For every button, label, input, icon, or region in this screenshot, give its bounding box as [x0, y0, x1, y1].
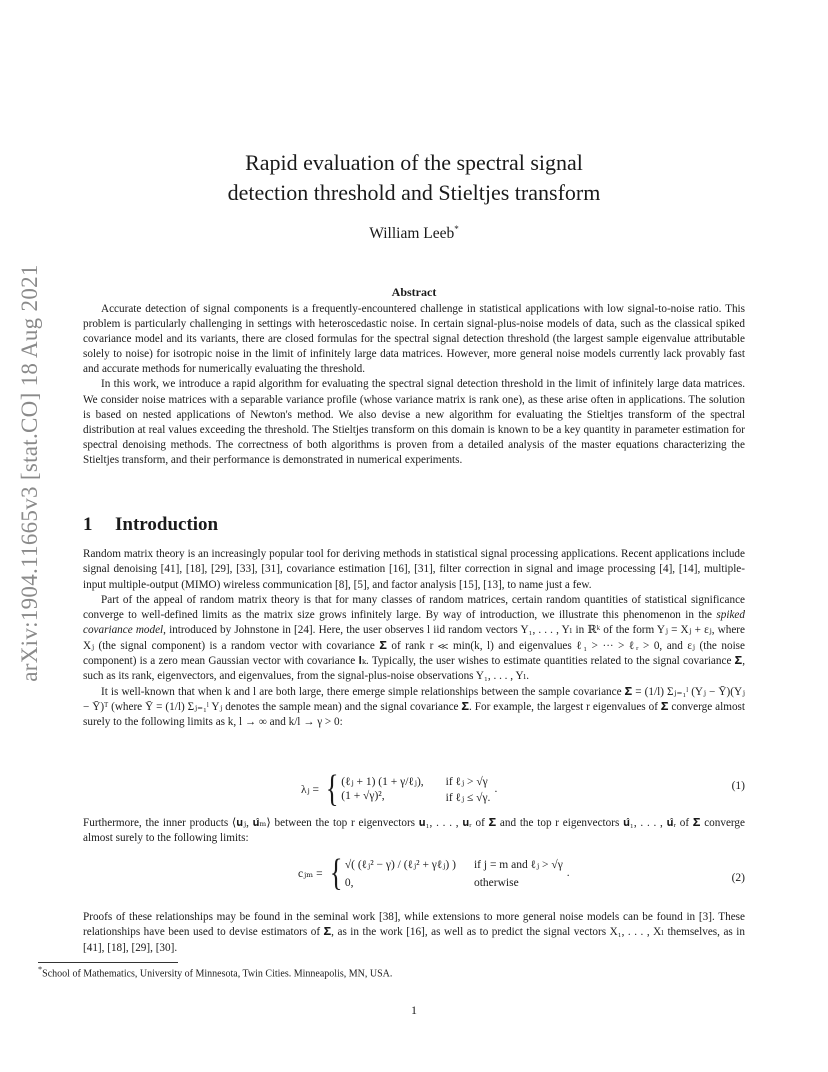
eq2-cond-2: otherwise: [473, 877, 519, 889]
intro-p2-b: , introduced by Johnstone in [24]. Here, the user observes l iid random vectors Y₁, . . . , Yₗ in ℝᵏ of the form Yⱼ = Xⱼ + εⱼ, where Xⱼ (the signal component) is a random vector with covariance 𝚺 of rank r ≪ min(k, l) and eigenvalues ℓ₁ > ··· > ℓᵣ > 0, and εⱼ (the noise component) is a zero mean Gaussian vector with covariance 𝐈ₖ. Typically, the user wishes to estimate quantities related to the signal covariance 𝚺, such as its rank, eigenvectors, and eigenvalues, from the signal-plus-noise observations Y₁, . . . , Yₗ.: [83, 624, 745, 683]
footnote-text: School of Mathematics, University of Minnesota, Twin Cities. Minneapolis, MN, USA.: [42, 968, 393, 980]
title-line-1: Rapid evaluation of the spectral signal: [245, 150, 583, 175]
intro-paragraph-2: [83, 593, 745, 685]
eq1-cond-1: if ℓⱼ > √γ: [445, 776, 488, 788]
eq2-case-1: √( (ℓⱼ² − γ) / (ℓⱼ² + γℓⱼ) ): [344, 859, 456, 871]
eq1-cond-2: if ℓⱼ ≤ √γ.: [445, 792, 491, 804]
author: [0, 224, 828, 243]
intro-body-3: [83, 910, 745, 956]
intro-paragraph-3: It is well-known that when k and l are both large, there emerge simple relationships between the sample covariance 𝚺̂ = (1/l) Σⱼ₌₁ˡ (Yⱼ − Ȳ)(Yⱼ − Ȳ)ᵀ (where Ȳ = (1/l) Σⱼ₌₁ˡ Yⱼ denotes the sample mean) and the signal covariance 𝚺. For example, the largest r eigenvalues of 𝚺̂ converge almost surely to the following limits as k, l → ∞ and k/l → γ > 0:: [83, 685, 745, 729]
section-heading: [83, 514, 218, 536]
eq2-lhs: cⱼₘ =: [298, 868, 323, 880]
intro-paragraph-5: Proofs of these relationships may be found in the seminal work [38], while extensions to more general noise models can be found in [3]. These relationships have been used to devise estimators of 𝚺, as in the work [16], as well as to predict the signal vectors X₁, . . . , Xₗ themselves, as in [41], [18], [29], [30].: [83, 911, 745, 954]
page-number: 1: [411, 1003, 417, 1017]
abstract-paragraph-1: Accurate detection of signal components is a frequently-encountered challenge in statistical applications with low signal-to-noise ratio. This problem is particularly challenging in settings with heteroscedastic noise. In certain signal-plus-noise models of data, such as the classical spiked covariance model and its variants, there are closed formulas for the spectral signal detection threshold (the largest sample eigenvalue attributable solely to noise) for isotropic noise in the limit of infinitely large data matrices. However, more general noise models currently lack provably fast and accurate methods for numerically evaluating the threshold.: [83, 303, 745, 376]
eq1-brace: {: [325, 768, 339, 810]
eq2-cond-1: if j = m and ℓⱼ > √γ: [473, 859, 563, 871]
eq2-label: (2): [731, 872, 745, 884]
footnote: [38, 965, 738, 979]
eq1-case-1: (ℓⱼ + 1) (1 + γ/ℓⱼ),: [341, 776, 424, 788]
intro-body-2: [83, 816, 745, 847]
author-name: William Leeb: [369, 225, 455, 243]
paper-title: [0, 148, 828, 208]
author-mark: *: [454, 224, 459, 234]
abstract-heading: Abstract: [391, 285, 437, 299]
title-line-2: detection threshold and Stieltjes transform: [227, 180, 601, 205]
abstract-paragraph-2: In this work, we introduce a rapid algorithm for evaluating the spectral signal detection threshold in the limit of infinitely large data matrices. We consider noise matrices with a separable variance profile (whose variance matrix is rank one), as these arise often in applications. The solution is based on nested applications of Newton's method. We also devise a new algorithm for evaluating the Stieltjes transform of the spectral distribution at real values exceeding the threshold. The Stieltjes transform on this domain is known to be a key quantity in parameter estimation for spectral denoising methods. The correctness of both algorithms is proven from a detailed analysis of the master equations characterizing the Stieltjes transform, and their performance is demonstrated in numerical experiments.: [83, 378, 745, 466]
intro-paragraph-1: Random matrix theory is an increasingly popular tool for deriving methods in statistical signal processing applications. Recent applications include signal denoising [41], [18], [29], [33], [31], covariance estimation [16], [31], filter correction in signal and image processing [4], [14], multiple-input multiple-output (MIMO) wireless communication [8], [5], and factor analysis [15], [13], to name just a few.: [83, 548, 745, 591]
section-number: 1: [83, 514, 93, 535]
intro-p2-em: spiked covariance model: [83, 609, 745, 637]
intro-paragraph-4: Furthermore, the inner products ⟨𝐮ⱼ, 𝐮̂ₘ⟩ between the top r eigenvectors 𝐮₁, . . . , 𝐮ᵣ of 𝚺 and the top r eigenvectors 𝐮̂₁, . . . , 𝐮̂ᵣ of 𝚺̂ converge almost surely to the following limits:: [83, 817, 745, 845]
eq2-case-2: 0,: [344, 877, 354, 889]
eq1-tail: .: [494, 783, 498, 795]
eq1-lhs: λⱼ =: [301, 784, 319, 796]
section-title: Introduction: [115, 514, 219, 535]
intro-body-1: [83, 547, 745, 731]
intro-p2-a: Part of the appeal of random matrix theory is that for many classes of random matrices, certain random quantities of statistical significance converge to well-defined limits as the matrix size grows infinitely large. By way of introduction, we illustrate this phenomenon in the: [83, 593, 745, 622]
abstract: [83, 302, 745, 468]
eq2-brace: {: [329, 852, 343, 894]
arxiv-stamp-text: arXiv:1904.11665v3 [stat.CO] 18 Aug 2021: [17, 264, 42, 682]
eq2-tail: .: [566, 867, 570, 879]
eq1-case-2: (1 + √γ)²,: [341, 790, 385, 802]
footnote-rule: [38, 962, 178, 963]
arxiv-stamp: [8, 264, 52, 682]
footnote-mark: *: [38, 965, 43, 974]
eq1-label: (1): [731, 780, 745, 792]
